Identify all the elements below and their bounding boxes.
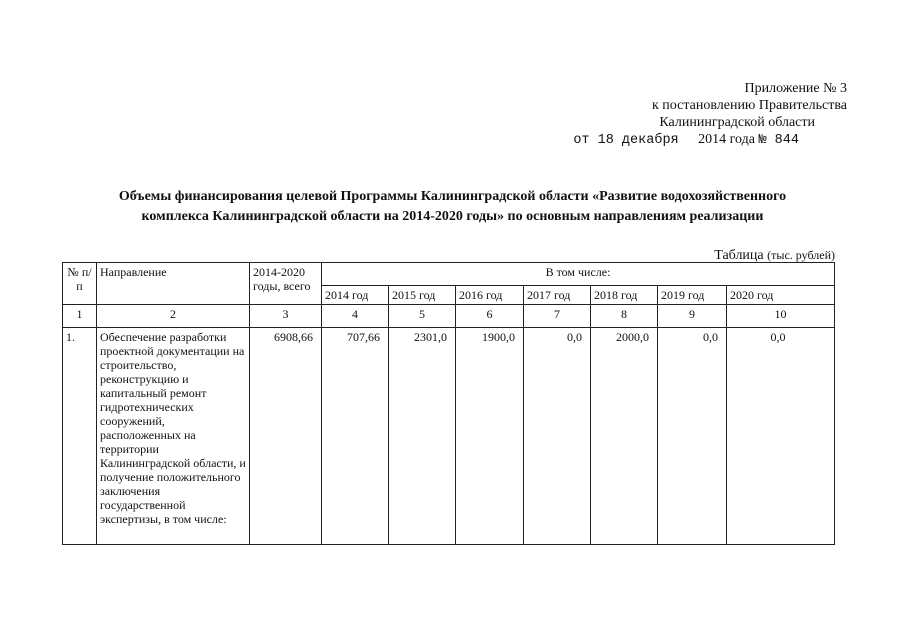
- column-number: 6: [456, 305, 524, 328]
- header-year: 2016 год: [456, 286, 524, 305]
- row-num: 1.: [63, 328, 97, 545]
- column-number: 5: [389, 305, 456, 328]
- table-caption-unit: (тыс. рублей): [767, 248, 835, 262]
- column-number: 8: [591, 305, 658, 328]
- column-number: 10: [727, 305, 835, 328]
- column-number: 7: [524, 305, 591, 328]
- appendix-number: Приложение № 3: [744, 81, 847, 96]
- header-year: 2018 год: [591, 286, 658, 305]
- header-num: № п/п: [63, 263, 97, 305]
- appendix-decree-number: № 844: [758, 133, 799, 148]
- row-value-2016: 1900,0: [456, 328, 524, 545]
- appendix-region: Калининградской области: [659, 115, 815, 130]
- column-number: 9: [658, 305, 727, 328]
- appendix-date-year: 2014 года: [698, 132, 755, 147]
- header-year: 2017 год: [524, 286, 591, 305]
- financing-table: [62, 262, 835, 545]
- row-value-2015: 2301,0: [389, 328, 456, 545]
- header-row: [63, 263, 835, 286]
- column-number: 4: [322, 305, 389, 328]
- document-title: [60, 187, 845, 227]
- table-row: [63, 328, 835, 545]
- column-number: 1: [63, 305, 97, 328]
- header-including: В том числе:: [322, 263, 835, 286]
- row-value-2017: 0,0: [524, 328, 591, 545]
- row-value-2014: 707,66: [322, 328, 389, 545]
- header-year: 2015 год: [389, 286, 456, 305]
- column-number: 2: [97, 305, 250, 328]
- header-total: 2014-2020 годы, всего: [250, 263, 322, 305]
- appendix-date-day: от 18 декабря: [573, 133, 679, 148]
- row-direction: Обеспечение разработки проектной документации на строительство, реконструкцию и капитальный ремонт гидротехнических сооружений, расположенных на территории Калининградской области, и получение положительного заключения государственной экспертизы, в том числе:: [97, 328, 250, 545]
- table-caption-label: Таблица: [714, 248, 764, 263]
- appendix-decree: к постановлению Правительства: [651, 98, 847, 113]
- column-number-row: [63, 305, 835, 328]
- header-direction: Направление: [97, 263, 250, 305]
- row-total: 6908,66: [250, 328, 322, 545]
- header-year: 2020 год: [727, 286, 835, 305]
- title-line-1: Объемы финансирования целевой Программы Калининградской области «Развитие водохозяйственного: [118, 189, 787, 204]
- row-value-2019: 0,0: [658, 328, 727, 545]
- row-value-2020: 0,0: [727, 328, 835, 545]
- appendix-header: [573, 80, 847, 149]
- header-year: 2019 год: [658, 286, 727, 305]
- title-line-2: комплекса Калининградской области на 2014-2020 годы» по основным направлениям реализации: [141, 209, 764, 224]
- row-value-2018: 2000,0: [591, 328, 658, 545]
- column-number: 3: [250, 305, 322, 328]
- appendix-date: [573, 131, 815, 149]
- header-year: 2014 год: [322, 286, 389, 305]
